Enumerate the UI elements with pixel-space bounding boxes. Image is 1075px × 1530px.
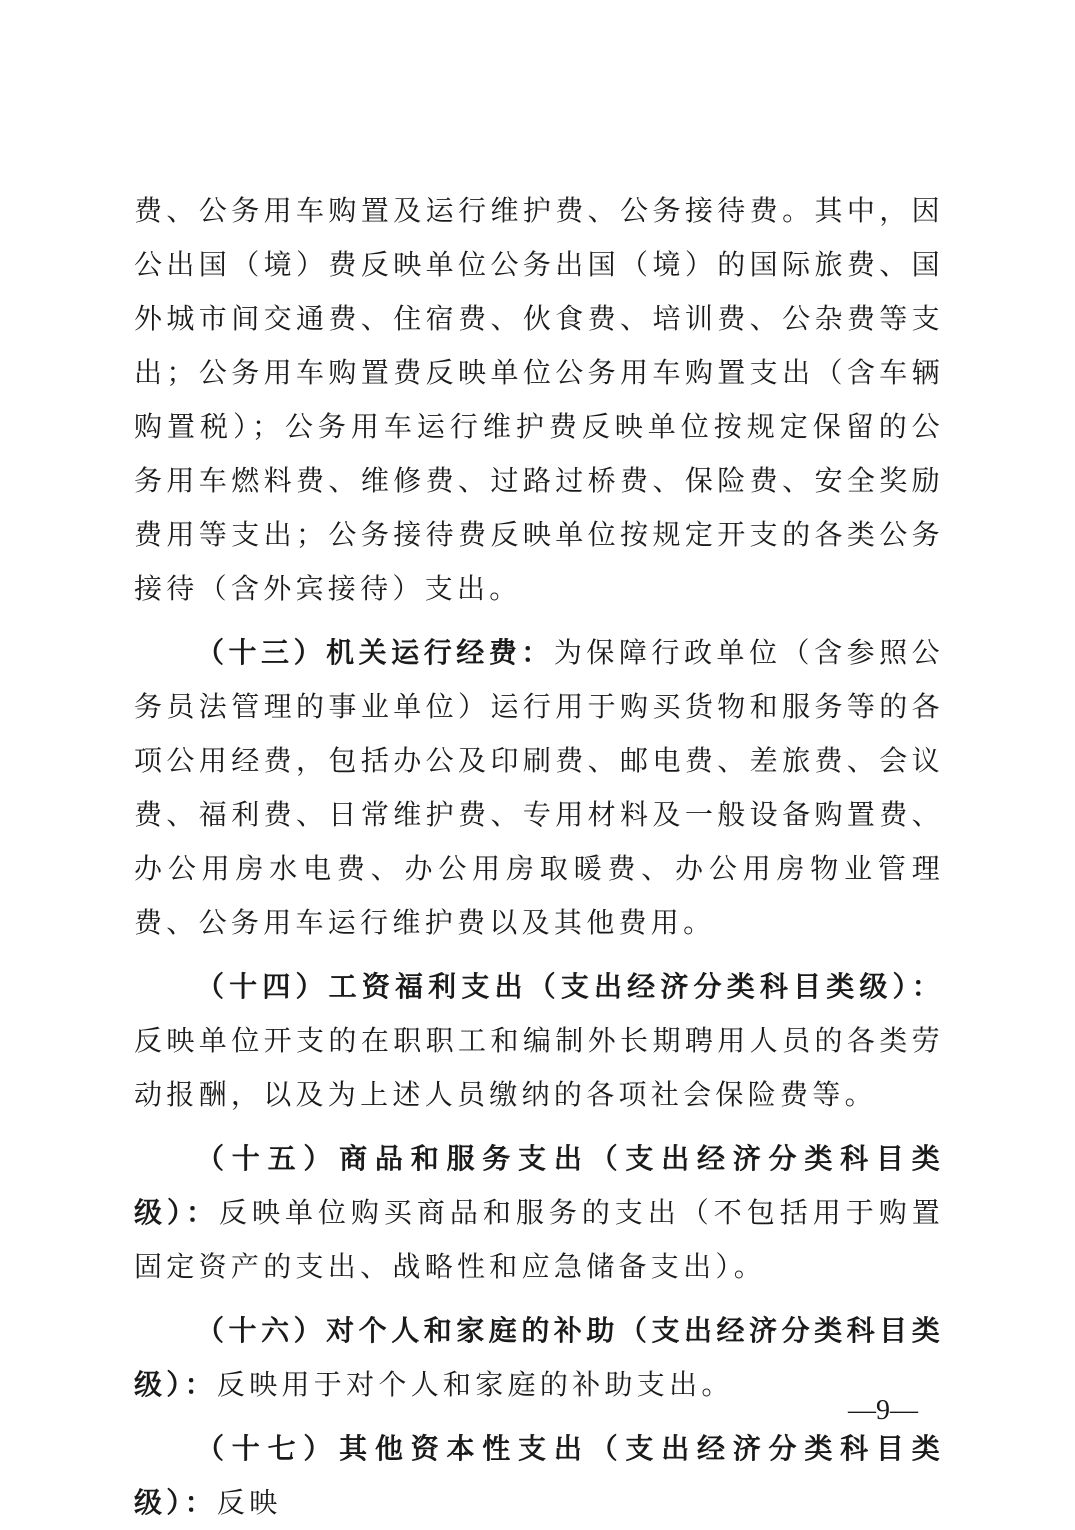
paragraph-continuation [134,184,944,616]
paragraph-heading: （十四）工资福利支出（支出经济分类科目类级）： [196,970,944,1003]
paragraph-text: 反映单位购买商品和服务的支出（不包括用于购置固定资产的支出、战略性和应急储备支出）。 [134,1196,944,1283]
paragraph-text: 为保障行政单位（含参照公务员法管理的事业单位）运行用于购买货物和服务等的各项公用经费，包括办公及印刷费、邮电费、差旅费、会议费、福利费、日常维护费、专用材料及一般设备购置费、办公用房水电费、办公用房取暖费、办公用房物业管理费、公务用车运行维护费以及其他费用。 [134,636,944,939]
paragraph-15 [134,1132,944,1294]
paragraph-14 [134,960,944,1122]
paragraph-17 [134,1422,944,1530]
paragraph-16 [134,1304,944,1412]
paragraph-13 [134,626,944,950]
paragraph-text: 反映 [216,1486,282,1519]
paragraph-heading: （十五）商品和服务支出（支出经济分类科目类级）： [134,1142,944,1229]
paragraph-heading: （十六）对个人和家庭的补助（支出经济分类科目类级）： [134,1314,944,1401]
paragraph-heading: （十七）其他资本性支出（支出经济分类科目类级）： [134,1432,944,1519]
paragraph-text: 反映用于对个人和家庭的补助支出。 [216,1368,734,1401]
paragraph-text: 反映单位开支的在职职工和编制外长期聘用人员的各类劳动报酬，以及为上述人员缴纳的各项社会保险费等。 [134,1024,944,1111]
document-body [134,184,944,1530]
page-number: —9— [848,1395,918,1426]
paragraph-heading: （十三）机关运行经费： [196,636,554,669]
paragraph-text: 费、公务用车购置及运行维护费、公务接待费。其中，因公出国（境）费反映单位公务出国（境）的国际旅费、国外城市间交通费、住宿费、伙食费、培训费、公杂费等支出；公务用车购置费反映单位公务用车购置支出（含车辆购置税）；公务用车运行维护费反映单位按规定保留的公务用车燃料费、维修费、过路过桥费、保险费、安全奖励费用等支出；公务接待费反映单位按规定开支的各类公务接待（含外宾接待）支出。 [134,194,944,605]
